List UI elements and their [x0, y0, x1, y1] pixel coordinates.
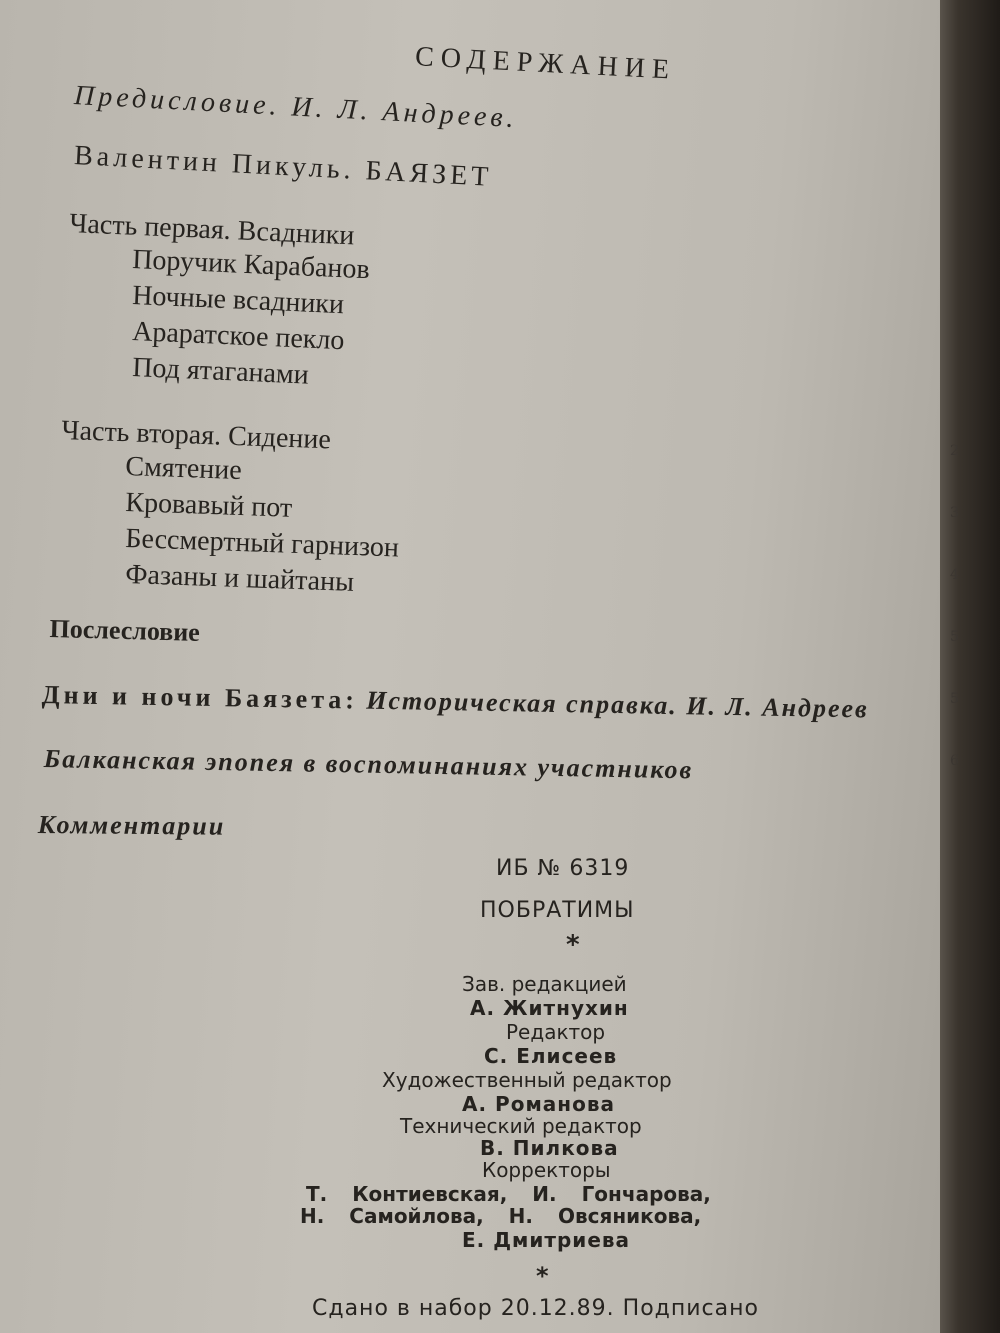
toc-comments: Комментарии	[37, 810, 226, 841]
toc-afterword: Послесловие	[49, 614, 201, 647]
imprint-line: С. Елисеев	[484, 1044, 618, 1068]
toc-chapter: Поручик Карабанов	[131, 244, 371, 286]
page-number: 4	[950, 567, 959, 583]
imprint-line: Редактор	[506, 1020, 606, 1044]
toc-part-2-heading: Часть вторая. Сидение	[60, 415, 332, 456]
imprint-series: ПОБРАТИМЫ	[480, 898, 635, 923]
imprint-line: Е. Дмитриева	[462, 1228, 631, 1252]
toc-part-1-heading: Часть первая. Всадники	[68, 208, 356, 252]
toc-preface: Предисловие. И. Л. Андреев.	[73, 80, 519, 135]
toc-chapter: Кровавый пот	[124, 487, 293, 524]
toc-title: СОДЕРЖАНИЕ	[414, 41, 677, 86]
imprint-separator: *	[566, 930, 580, 960]
page-number: 5	[950, 691, 959, 707]
page-number: 5	[950, 629, 959, 645]
imprint-line: Художественный редактор	[382, 1068, 672, 1092]
page-number: 6	[950, 753, 959, 769]
imprint-line: Технический редактор	[400, 1114, 642, 1138]
imprint-line: А. Романова	[462, 1092, 615, 1116]
imprint-line: Зав. редакцией	[462, 972, 627, 996]
page-number: 2	[950, 443, 959, 459]
page-numbers-column	[950, 420, 990, 792]
imprint-line: Н. Самойлова, Н. Овсяникова,	[300, 1204, 702, 1228]
toc-balkan: Балканская эпопея в воспоминаниях участников	[43, 744, 694, 785]
toc-author-title: Валентин Пикуль. БАЯЗЕТ	[73, 140, 494, 193]
imprint-line: Корректоры	[482, 1158, 611, 1182]
toc-chapter: Бессмертный гарнизон	[124, 523, 400, 564]
toc-chapter: Смятение	[124, 451, 243, 487]
imprint-line: В. Пилкова	[480, 1136, 619, 1160]
toc-days-nights-title: Дни и ночи Баязета:	[41, 680, 359, 715]
imprint-separator-2: *	[536, 1262, 549, 1290]
toc-chapter: Под ятаганами	[131, 352, 310, 391]
page-number: 3	[950, 505, 959, 521]
imprint-line: Т. Контиевская, И. Гончарова,	[306, 1182, 711, 1206]
toc-chapter: Ночные всадники	[131, 280, 345, 321]
imprint-footer: Сдано в набор 20.12.89. Подписано	[312, 1296, 759, 1321]
toc-chapter: Араратское пекло	[131, 316, 346, 357]
toc-days-nights-subtitle: Историческая справка. И. Л. Андреев	[365, 685, 869, 724]
imprint-ib-number: ИБ № 6319	[496, 856, 630, 881]
toc-days-nights	[41, 680, 868, 724]
toc-chapter: Фазаны и шайтаны	[124, 559, 355, 598]
imprint-line: А. Житнухин	[470, 996, 629, 1020]
